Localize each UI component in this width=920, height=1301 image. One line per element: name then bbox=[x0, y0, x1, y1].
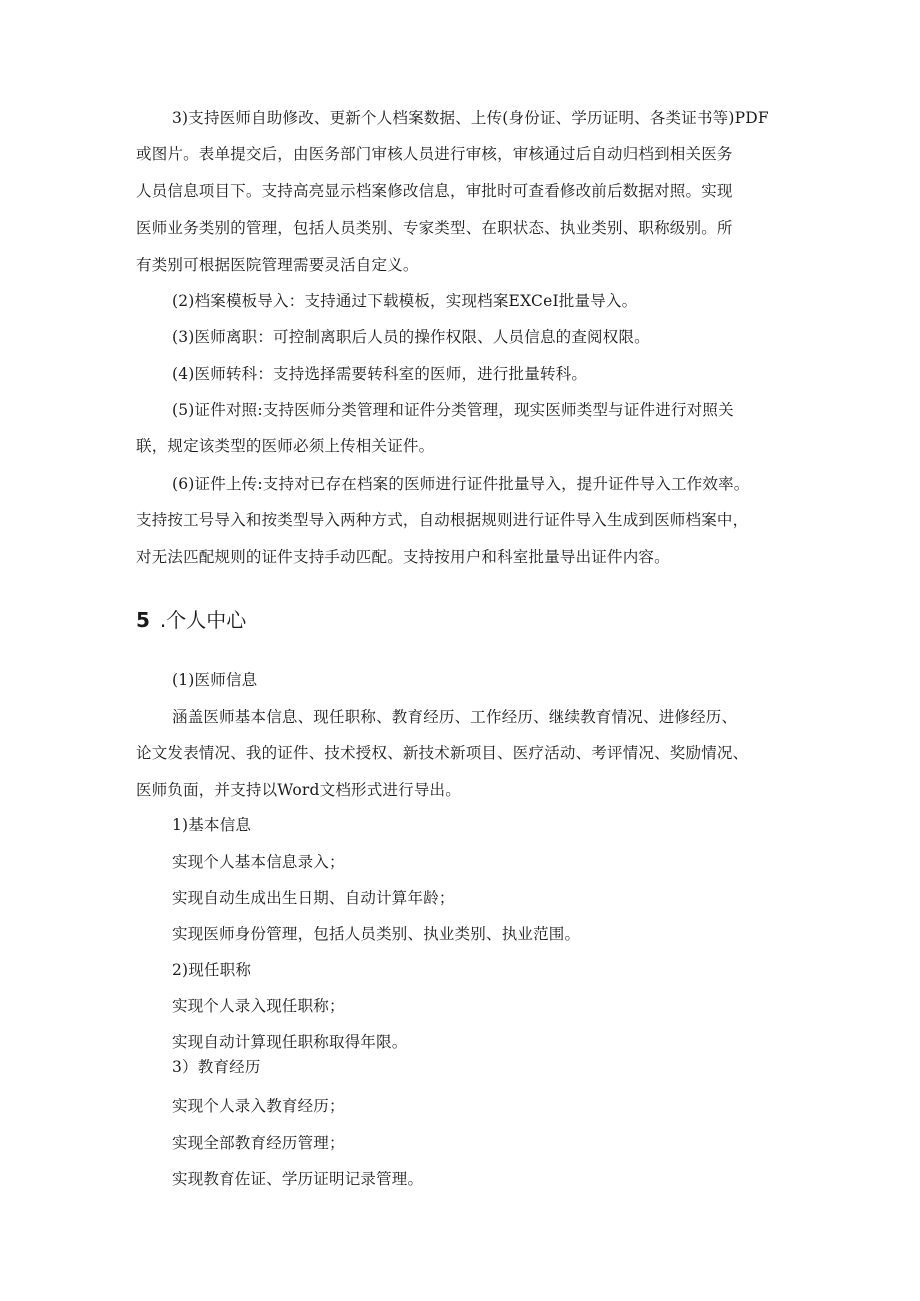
list-item: 实现自动生成出生日期、自动计算年龄； bbox=[172, 889, 455, 907]
paragraph-line: 涵盖医师基本信息、现任职称、教育经历、工作经历、继续教育情况、进修经历、 bbox=[172, 708, 738, 726]
list-item: 实现个人录入现任职称； bbox=[172, 997, 345, 1015]
item-title: 2)现任职称 bbox=[172, 961, 252, 979]
subsection-title: (1)医师信息 bbox=[172, 671, 258, 689]
paragraph-line: 或图片。表单提交后，由医务部门审核人员进行审核，审核通过后自动归档到相关医务 bbox=[136, 145, 733, 163]
list-item: (6)证件上传:支持对已存在档案的医师进行证件批量导入，提升证件导入工作效率。 bbox=[172, 475, 750, 493]
paragraph-line: 人员信息项目下。支持高亮显示档案修改信息，审批时可查看修改前后数据对照。实现 bbox=[136, 182, 733, 200]
list-item: (3)医师离职：可控制离职后人员的操作权限、人员信息的查阅权限。 bbox=[172, 328, 650, 346]
section-number: 5 bbox=[136, 608, 150, 632]
list-item: 实现教育佐证、学历证明记录管理。 bbox=[172, 1170, 424, 1188]
paragraph-line: 对无法匹配规则的证件支持手动匹配。支持按用户和科室批量导出证件内容。 bbox=[136, 548, 670, 566]
list-item: (4)医师转科：支持选择需要转科室的医师，进行批量转科。 bbox=[172, 365, 588, 383]
paragraph-line: 医师负面，并支持以Word文档形式进行导出。 bbox=[136, 781, 461, 799]
paragraph-line: 联，规定该类型的医师必须上传相关证件。 bbox=[136, 437, 435, 455]
list-item: 实现个人基本信息录入； bbox=[172, 853, 345, 871]
paragraph-line: 有类别可根据医院管理需要灵活自定义。 bbox=[136, 256, 419, 274]
paragraph-line: 医师业务类别的管理，包括人员类别、专家类型、在职状态、执业类别、职称级别。所 bbox=[136, 219, 733, 237]
item-title: 3）教育经历 bbox=[172, 1058, 261, 1076]
list-item: 实现个人录入教育经历； bbox=[172, 1097, 345, 1115]
list-item: (2)档案模板导入：支持通过下载模板，实现档案EXCeI批量导入。 bbox=[172, 292, 638, 310]
list-item: (5)证件对照:支持医师分类管理和证件分类管理，现实医师类型与证件进行对照关 bbox=[172, 401, 734, 419]
section-heading bbox=[136, 608, 246, 632]
paragraph-line: 3)支持医师自助修改、更新个人档案数据、上传(身份证、学历证明、各类证书等)PDF bbox=[172, 109, 769, 127]
paragraph-line: 支持按工号导入和按类型导入两种方式，自动根据规则进行证件导入生成到医师档案中， bbox=[136, 511, 749, 529]
list-item: 实现医师身份管理，包括人员类别、执业类别、执业范围。 bbox=[172, 925, 581, 943]
list-item: 实现自动计算现任职称取得年限。 bbox=[172, 1033, 408, 1051]
paragraph-line: 论文发表情况、我的证件、技术授权、新技术新项目、医疗活动、考评情况、奖励情况、 bbox=[136, 744, 749, 762]
section-title: .个人中心 bbox=[159, 608, 247, 632]
list-item: 实现全部教育经历管理； bbox=[172, 1134, 345, 1152]
item-title: 1)基本信息 bbox=[172, 816, 252, 834]
